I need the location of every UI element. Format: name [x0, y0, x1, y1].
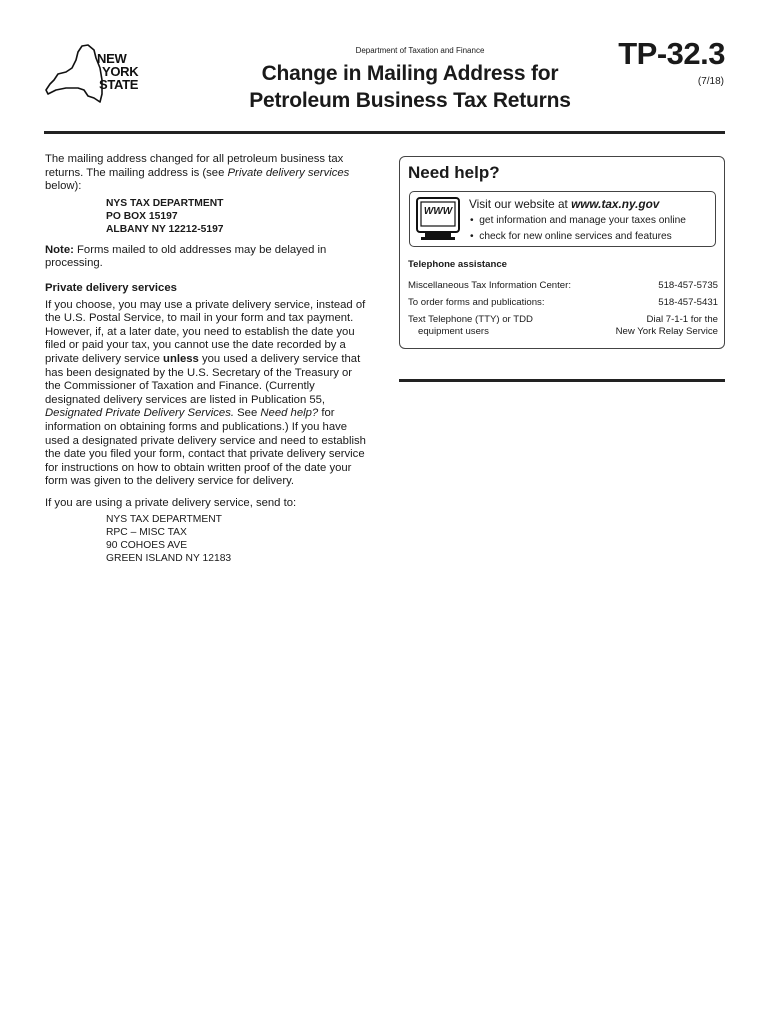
note-text: Forms mailed to old addresses may be delayed in processing.	[45, 243, 327, 270]
website-link[interactable]: www.tax.ny.gov	[571, 197, 660, 211]
address-line: ALBANY NY 12212-5197	[106, 223, 224, 235]
address-line: GREEN ISLAND NY 12183	[106, 553, 232, 565]
header-divider	[44, 131, 725, 134]
form-number: TP-32.3	[618, 36, 725, 71]
phone-label: Miscellaneous Tax Information Center:	[408, 280, 571, 291]
pds-heading: Private delivery services	[45, 281, 177, 294]
intro-end: below):	[45, 180, 82, 193]
department-name: Department of Taxation and Finance	[355, 46, 485, 55]
pds-unless: unless	[163, 352, 199, 365]
main-address	[45, 197, 370, 236]
website-bullet: • check for new online services and features	[470, 231, 672, 242]
state-outline-icon	[44, 44, 104, 106]
computer-monitor-icon	[415, 196, 461, 242]
nys-logo	[44, 44, 152, 106]
intro-italic-ref: Private delivery services	[227, 166, 350, 179]
pds-address	[45, 513, 370, 565]
title-line-2: Petroleum Business Tax Returns	[249, 89, 571, 112]
tty-label-line: Text Telephone (TTY) or TDD	[408, 314, 533, 325]
left-column	[45, 153, 370, 565]
telephone-heading: Telephone assistance	[408, 259, 507, 270]
revision-date: (7/18)	[697, 76, 724, 87]
www-label: WWW	[423, 206, 453, 217]
address-line: NYS TAX DEPARTMENT	[106, 514, 222, 526]
phone-number: 518-457-5431	[658, 297, 718, 308]
bullet-text: get information and manage your taxes online	[479, 215, 686, 226]
website-bullet: • get information and manage your taxes online	[470, 215, 686, 226]
page-title	[200, 60, 620, 114]
intro-paragraph	[45, 153, 370, 194]
intro-text: The mailing address changed for all petroleum business tax returns. The mailing address is (see	[45, 153, 344, 179]
visit-text: Visit our website at	[469, 197, 572, 211]
phone-label: To order forms and publications:	[408, 297, 545, 308]
tty-value-line: Dial 7-1-1 for the	[646, 314, 718, 325]
tty-value	[616, 314, 718, 338]
logo-line-3: STATE	[99, 77, 139, 92]
logo-line-1: NEW	[97, 51, 127, 66]
address-line: NYS TAX DEPARTMENT	[106, 197, 224, 209]
website-line	[469, 197, 659, 211]
address-line: RPC – MISC TAX	[106, 527, 187, 539]
note-paragraph	[45, 244, 370, 271]
address-line: PO BOX 15197	[106, 210, 178, 222]
send-to-text: If you are using a private delivery service, send to:	[45, 496, 297, 509]
phone-row	[408, 280, 718, 292]
right-divider	[399, 379, 725, 382]
bullet-text: check for new online services and features	[479, 231, 672, 242]
publication-title: Designated Private Delivery Services.	[45, 407, 234, 420]
need-help-box	[399, 156, 725, 349]
pds-text-3: See	[234, 407, 261, 420]
address-line: 90 COHOES AVE	[106, 540, 188, 552]
pds-text-4: for information on obtaining forms and publications.) If you have used a designated private delivery service and need to establish the date you filed your form, contact that private delivery service for instructions on how to obtain written proof of the date your form was given to the delivery service for delivery.	[45, 407, 366, 488]
pds-text-1: If you choose, you may use a private delivery service, instead of the U.S. Postal Service, to mail in your form and tax payment. However, if, at a later date, you need to establish the date you filed or paid your tax, you cannot use the date recorded by a private delivery service	[45, 298, 366, 365]
tty-row	[408, 314, 718, 340]
tty-value-line: New York Relay Service	[615, 326, 718, 337]
tty-label-line: equipment users	[418, 326, 489, 337]
note-label: Note:	[45, 243, 74, 256]
website-box	[409, 191, 716, 247]
title-line-1: Change in Mailing Address for	[261, 62, 559, 85]
phone-row	[408, 297, 718, 309]
pds-text-2: you used a delivery service that has been designated by the U.S. Secretary of the Treasury or the Commissioner of Taxation and Finance. (Currently designated delivery services are listed in Publication 55,	[45, 352, 361, 406]
tty-label	[408, 314, 533, 338]
pds-paragraph	[45, 299, 370, 489]
need-help-ref: Need help?	[260, 407, 319, 420]
need-help-title: Need help?	[408, 163, 500, 182]
phone-number: 518-457-5735	[658, 280, 718, 291]
logo-line-2: YORK	[102, 64, 139, 79]
